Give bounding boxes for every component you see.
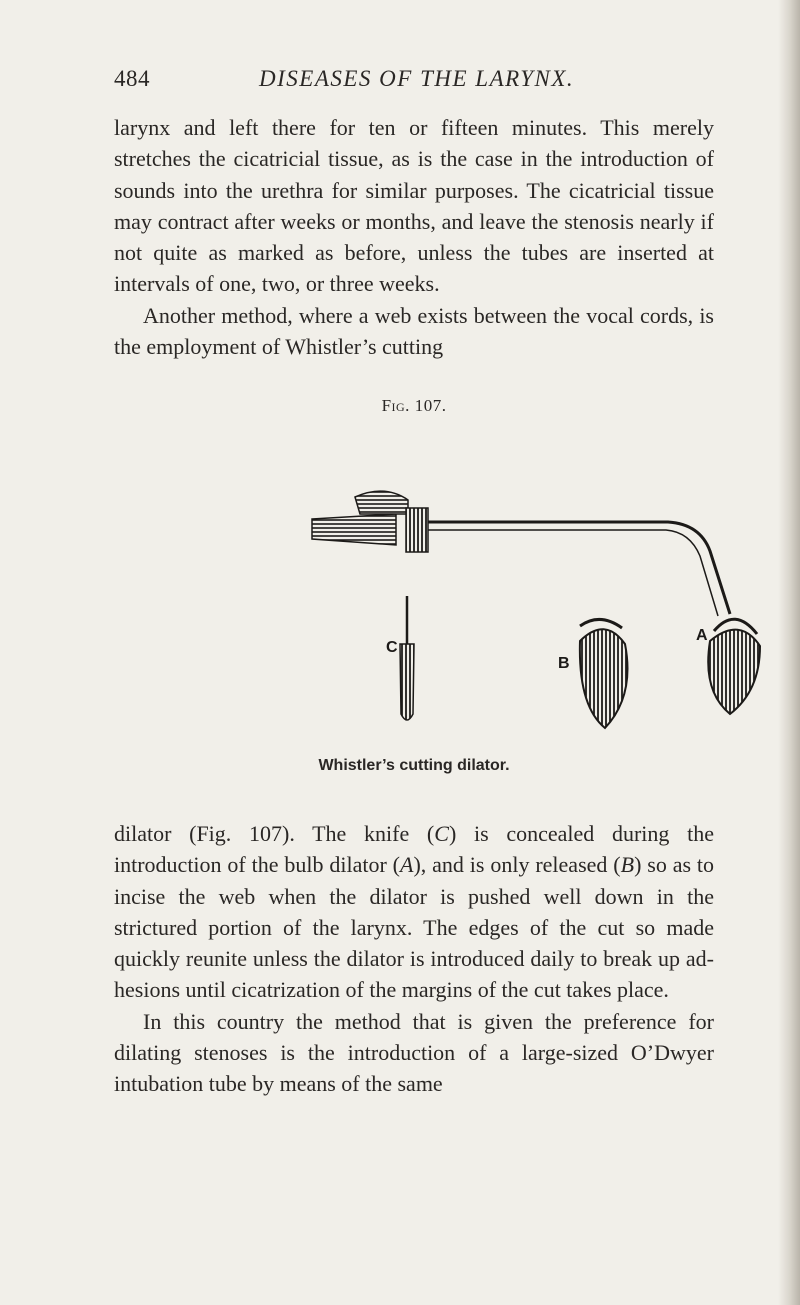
body-text-top — [114, 112, 714, 362]
text-segment: dilator (Fig. 107). The knife ( — [114, 821, 435, 846]
body-text-bottom — [114, 818, 714, 1100]
text-segment: ) so as to incise the web when the dilator is pushed well down in the strictured portion of the larynx. The edges of the cut so made quickly reunite unless the dilator is introduced daily to break up adhesions until cicatrization of the margins of the cut takes place. — [114, 852, 715, 1003]
running-title: DISEASES OF THE LARYNX. — [259, 66, 575, 91]
italic-letter-b: B — [620, 852, 635, 878]
figure-label — [0, 396, 800, 416]
page-number: 484 — [114, 66, 150, 91]
bulb-a-drawing — [708, 619, 760, 714]
knife-c-drawing — [400, 596, 414, 720]
figure-label-number: 107. — [414, 396, 447, 415]
bulb-b-drawing — [580, 619, 628, 728]
paragraph-in-this-country: In this country the method that is given the preference for dilating stenoses is the introduction of a large-sized O’Dwyer intubation tube by means of the same — [114, 1008, 714, 1097]
instrument-handle — [312, 491, 428, 552]
page-edge-shadow — [778, 0, 800, 1305]
label-a: A — [696, 627, 708, 644]
paragraph-continued: larynx and left there for ten or fifteen minutes. This merely stretches the cicatricial tissue, as is the case in the introduction of sounds into the urethra for similar purposes. The cicatricial tissue may contract after weeks or months, and leave the stenosis nearly if not quite as marked as before, unless the tubes are inserted at intervals of one, two, or three weeks. — [114, 115, 714, 297]
text-segment: ) is concealed during the introduction of the bulb dilator ( — [114, 821, 714, 878]
italic-letter-a: A — [400, 852, 414, 878]
instrument-shaft — [428, 522, 730, 616]
running-head — [114, 66, 714, 100]
italic-letter-c: C — [434, 821, 449, 846]
label-b: B — [558, 655, 570, 672]
label-c: C — [386, 639, 398, 656]
paragraph-another-method: Another method, where a web exists between the vocal cords, is the employment of Whistler’s cutting — [114, 302, 714, 360]
paragraph-dilator — [114, 818, 714, 1006]
whistler-cutting-dilator-illustration — [300, 466, 780, 756]
figure-label-prefix: Fig. — [381, 396, 410, 415]
figure-caption: Whistler’s cutting dilator. — [318, 757, 510, 774]
text-segment: ), and is only released ( — [413, 852, 621, 878]
